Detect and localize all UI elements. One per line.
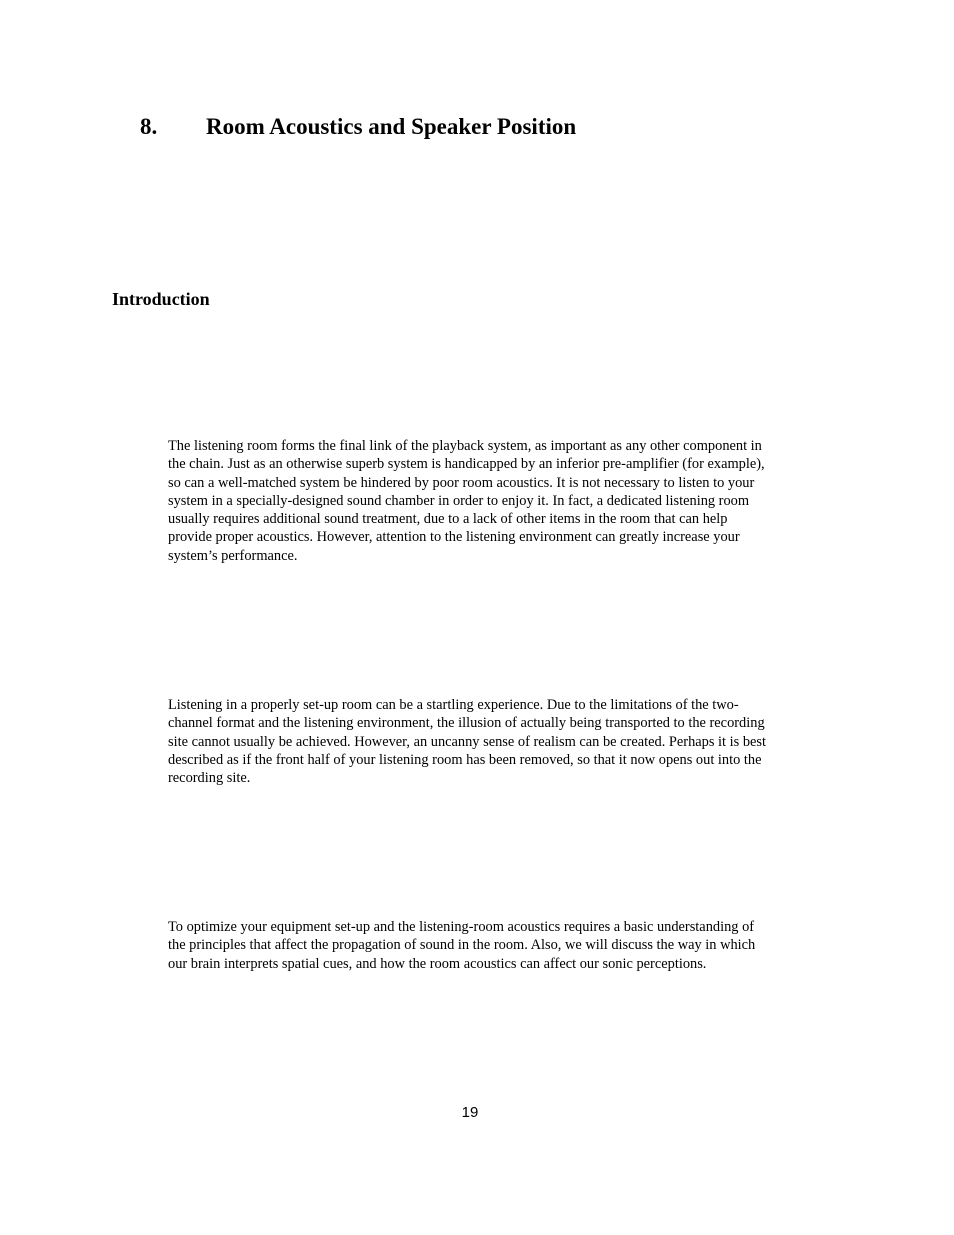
chapter-title: Room Acoustics and Speaker Position	[206, 114, 577, 139]
paragraph-line: system in a specially-designed sound chamber in order to enjoy it. In fact, a dedicated listening room	[168, 492, 750, 509]
page-number: 19	[461, 1104, 479, 1121]
paragraph-line: the chain. Just as an otherwise superb system is handicapped by an inferior pre-amplifier (for example),	[168, 456, 765, 473]
paragraph-line: To optimize your equipment set-up and the listening-room acoustics requires a basic understanding of	[168, 919, 755, 935]
section-heading-introduction: Introduction	[112, 289, 210, 309]
paragraph-line: channel format and the listening environment, the illusion of actually being transported to the recording	[168, 715, 765, 732]
paragraph-line: so can a well-matched system be hindered by poor room acoustics. It is not necessary to listen to your	[168, 474, 755, 491]
paragraph-line: our brain interprets spatial cues, and how the room acoustics can affect our sonic perceptions.	[168, 955, 707, 972]
chapter-heading	[140, 113, 576, 141]
paragraph-line: recording site.	[168, 770, 251, 787]
paragraph-line: The listening room forms the final link of the playback system, as important as any other component in	[168, 438, 762, 454]
paragraph-optimize-setup	[168, 918, 833, 973]
paragraph-line: the principles that affect the propagation of sound in the room. Also, we will discuss the way in which	[168, 937, 756, 954]
paragraph-line: usually requires additional sound treatment, due to a lack of other items in the room that can help	[168, 511, 728, 528]
chapter-number: 8.	[140, 114, 158, 139]
paragraph-line: described as if the front half of your listening room has been removed, so that it now opens out into the	[168, 751, 762, 768]
paragraph-line: site cannot usually be achieved. However, an uncanny sense of realism can be created. Perhaps it is best	[168, 733, 767, 750]
paragraph-line: provide proper acoustics. However, attention to the listening environment can greatly increase your	[168, 529, 740, 546]
paragraph-line: Listening in a properly set-up room can be a startling experience. Due to the limitations of the two-	[168, 697, 739, 713]
paragraph-listening-room	[168, 437, 833, 565]
paragraph-line: system’s performance.	[168, 547, 298, 564]
paragraph-set-up-room	[168, 696, 833, 787]
